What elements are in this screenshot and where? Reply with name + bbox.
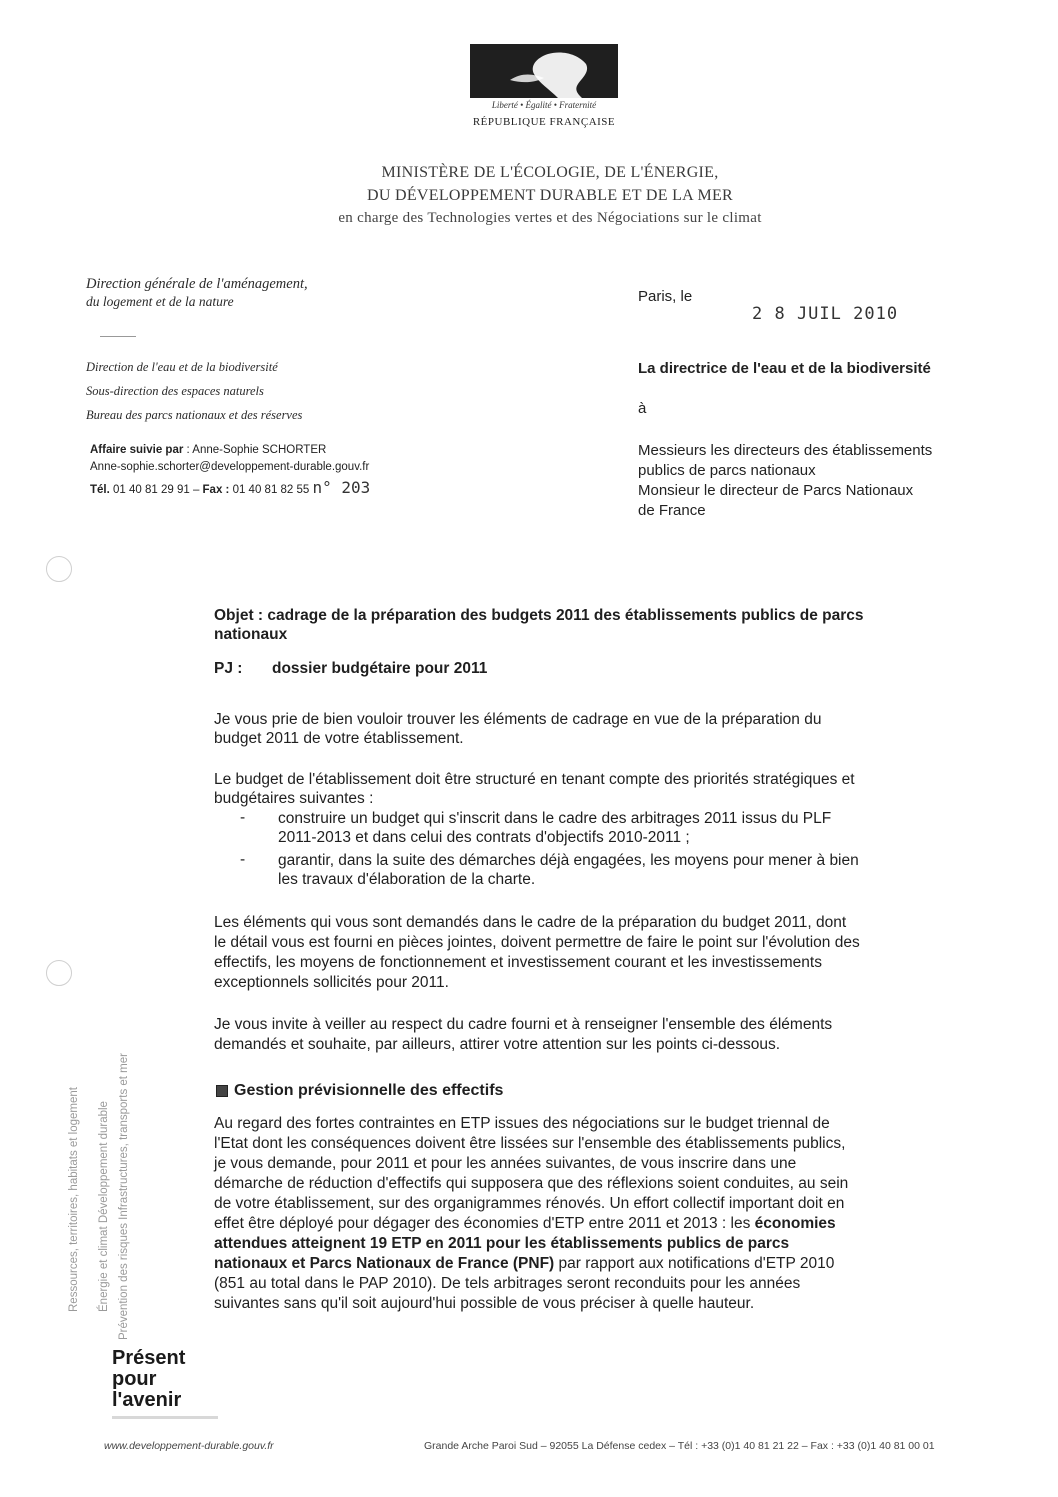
- sidebar-theme-3: Prévention des risques Infrastructures, transports et mer: [118, 1053, 130, 1340]
- paragraph5-line1: Au regard des fortes contraintes en ETP issues des négociations sur le budget triennal de: [214, 1115, 830, 1132]
- marianne-profile-icon: [470, 44, 618, 98]
- paragraph5-line5: de votre établissement, sur des organigrammes rénovés. Un effort collectif important doit en: [214, 1195, 845, 1212]
- recipient-line3: Monsieur le directeur de Parcs Nationaux: [638, 482, 914, 499]
- direction-generale-l1: Direction générale de l'aménagement,: [86, 276, 308, 292]
- sender-title: La directrice de l'eau et de la biodiversité: [638, 360, 931, 377]
- paragraph2-line2: budgétaires suivantes :: [214, 790, 374, 807]
- slogan-line3: l'avenir: [112, 1389, 182, 1411]
- a-label: à: [638, 400, 647, 417]
- sidebar-theme-1: Ressources, territoires, habitats et logement: [68, 1087, 80, 1312]
- separator-line: [100, 336, 136, 337]
- paragraph5-line10: suivantes sans qu'il soit aujourd'hui possible de vous préciser à quelle hauteur.: [214, 1295, 755, 1312]
- affaire-name: : Anne-Sophie SCHORTER: [183, 444, 327, 456]
- sous-direction-label: Sous-direction des espaces naturels: [86, 384, 264, 398]
- bullet2-line2: les travaux d'élaboration de la charte.: [278, 871, 536, 888]
- contact-email: Anne-sophie.schorter@developpement-durable.gouv.fr: [90, 461, 370, 473]
- paragraph4-line2: demandés et souhaite, par ailleurs, attirer votre attention sur les points ci-dessous.: [214, 1036, 781, 1053]
- paragraph3-line2: le détail vous est fourni en pièces jointes, doivent permettre de faire le point sur l'évolution des: [214, 934, 860, 951]
- bullet1-line1: construire un budget qui s'inscrit dans le cadre des arbitrages 2011 issus du PLF: [278, 810, 832, 827]
- recipient-line2: publics de parcs nationaux: [638, 462, 816, 479]
- paragraph3-line3: effectifs, les moyens de fonctionnement et investissement courant et les investissements: [214, 954, 822, 971]
- paragraph5-line6-a: effet être déployé pour dégager des économies d'ETP entre 2011 et 2013 : les: [214, 1215, 755, 1232]
- fax-value: 01 40 81 82 55: [229, 484, 313, 496]
- bullet-mark: -: [240, 809, 246, 826]
- punch-hole: [46, 556, 72, 582]
- date-stamp: 2 8 JUIL 2010: [752, 304, 899, 324]
- bullet1-line2: 2011-2013 et dans celui des contrats d'objectifs 2010-2011 ;: [278, 829, 690, 846]
- pj-label: PJ :: [214, 660, 243, 677]
- section-square-icon: [216, 1085, 228, 1097]
- marianne-logo: [470, 44, 618, 98]
- tel-value: 01 40 81 29 91 –: [109, 484, 203, 496]
- fax-label: Fax :: [202, 484, 230, 496]
- ministry-title-line2: DU DÉVELOPPEMENT DURABLE ET DE LA MER: [366, 187, 734, 204]
- paragraph5-line8: [214, 1254, 960, 1274]
- objet-line2: nationaux: [214, 626, 288, 643]
- paragraph5-line9: (851 au total dans le PAP 2010). De tels arbitrages seront reconduits pour les années: [214, 1275, 801, 1292]
- slogan-line1: Présent: [112, 1347, 186, 1369]
- paragraph5-line4: démarche de réduction d'effectifs qui supposera que des réflexions soient conduites, au sein: [214, 1175, 849, 1192]
- ministry-title-line1: MINISTÈRE DE L'ÉCOLOGIE, DE L'ÉNERGIE,: [381, 164, 719, 181]
- contact-phone: [90, 478, 370, 497]
- affaire-suivie: [90, 444, 326, 456]
- paragraph5-line8-b: par rapport aux notifications d'ETP 2010: [554, 1255, 835, 1272]
- slogan-line2: pour: [112, 1368, 157, 1390]
- logo-devise: Liberté • Égalité • Fraternité: [491, 100, 597, 110]
- logo-republique: RÉPUBLIQUE FRANÇAISE: [472, 116, 616, 128]
- recipient-line1: Messieurs les directeurs des établissements: [638, 442, 933, 459]
- paragraph3-line4: exceptionnels sollicités pour 2011.: [214, 974, 449, 991]
- paragraph5-line6: [214, 1214, 960, 1234]
- section-title: Gestion prévisionnelle des effectifs: [234, 1082, 504, 1099]
- paragraph4-line1: Je vous invite à veiller au respect du cadre fourni et à renseigner l'ensemble des éléments: [214, 1016, 833, 1033]
- paragraph5-line8-a: nationaux et Parcs Nationaux de France (PNF): [214, 1255, 555, 1272]
- paragraph3-line1: Les éléments qui vous sont demandés dans le cadre de la préparation du budget 2011, dont: [214, 914, 847, 931]
- paragraph5-line2: l'Etat dont les conséquences doivent être lissées sur l'ensemble des établissements publics,: [214, 1135, 846, 1152]
- bullet-mark: -: [240, 851, 246, 868]
- punch-hole: [46, 960, 72, 986]
- affaire-label: Affaire suivie par: [90, 444, 184, 456]
- direction-generale-l2: du logement et de la nature: [86, 294, 234, 309]
- paragraph2-line1: Le budget de l'établissement doit être structuré en tenant compte des priorités stratégiques et: [214, 771, 855, 788]
- paragraph5-line7: attendues atteignent 19 ETP en 2011 pour les établissements publics de parcs: [214, 1235, 790, 1252]
- sidebar-theme-2: Énergie et climat Développement durable: [98, 1101, 110, 1312]
- pj-text: dossier budgétaire pour 2011: [272, 660, 488, 677]
- slogan-underline: [112, 1416, 218, 1419]
- bureau-label: Bureau des parcs nationaux et des réserves: [86, 408, 303, 422]
- ministry-subtitle: en charge des Technologies vertes et des Négociations sur le climat: [338, 210, 762, 226]
- paragraph1-line1: Je vous prie de bien vouloir trouver les éléments de cadrage en vue de la préparation du: [214, 711, 822, 728]
- footer-address: Grande Arche Paroi Sud – 92055 La Défense cedex – Tél : +33 (0)1 40 81 21 22 – Fax : +33 (0)1 40 81 00 01: [424, 1440, 935, 1452]
- footer-website: www.developpement-durable.gouv.fr: [104, 1440, 274, 1452]
- direction-label: Direction de l'eau et de la biodiversité: [86, 360, 278, 374]
- handwritten-ref: n° 203: [312, 478, 371, 497]
- objet-line1: Objet : cadrage de la préparation des budgets 2011 des établissements publics de parcs: [214, 607, 864, 624]
- recipient-line4: de France: [638, 502, 706, 519]
- tel-label: Tél.: [90, 484, 110, 496]
- paragraph5-line6-b: économies: [754, 1215, 836, 1232]
- place-label: Paris, le: [638, 288, 693, 305]
- paragraph1-line2: budget 2011 de votre établissement.: [214, 730, 464, 747]
- bullet2-line1: garantir, dans la suite des démarches déjà engagées, les moyens pour mener à bien: [278, 852, 859, 869]
- paragraph5-line3: je vous demande, pour 2011 et pour les années suivantes, de vous inscrire dans une: [214, 1155, 797, 1172]
